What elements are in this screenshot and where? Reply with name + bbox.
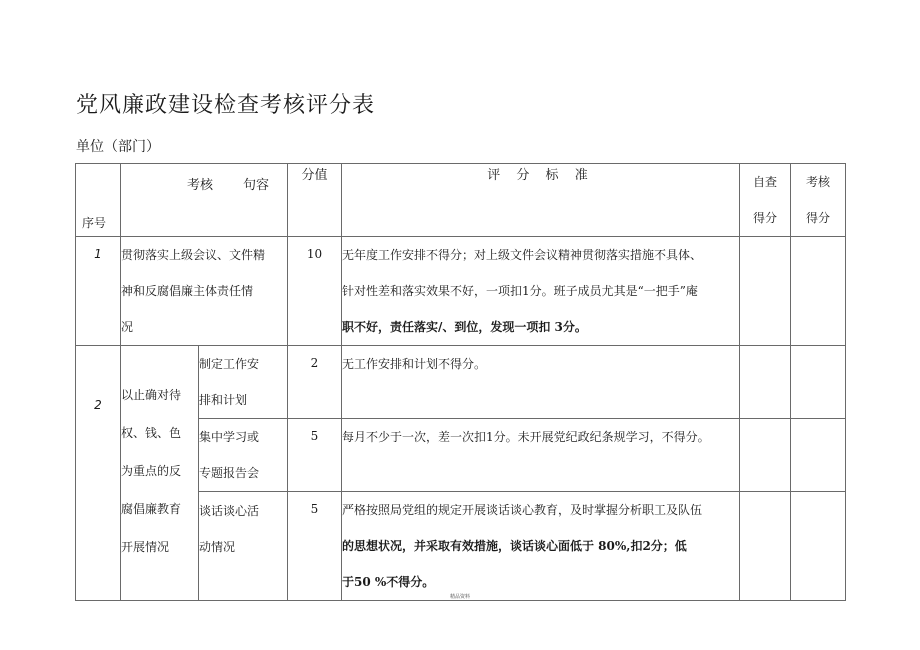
header-item-cell [121, 164, 288, 237]
row2-sub3-self-score[interactable] [740, 492, 791, 601]
row2-sub1-name [199, 346, 288, 419]
row2-sub1-self-score[interactable] [740, 346, 791, 419]
header-seq: 序号 [82, 216, 107, 230]
row1-standard-line: 针对性差和落实效果不好，一项扣1分。班子成员尤其是“一把手”庵 [342, 284, 698, 298]
header-item-b: 句容 [243, 178, 270, 193]
row1-content [121, 237, 288, 346]
row2-sub3-name-line: 动情况 [199, 540, 236, 554]
row2-group-line: 开展情况 [121, 540, 170, 554]
row2-sub2-standard [342, 419, 740, 492]
row1-check-score[interactable] [791, 237, 846, 346]
row2-group-line: 为重点的反 [121, 464, 182, 478]
header-check-score [791, 164, 846, 237]
row2-sub2-check-score[interactable] [791, 419, 846, 492]
row2-seq: 2 [76, 346, 121, 601]
header-check-1: 考核 [805, 175, 830, 189]
row2-sub1-name-line: 排和计划 [199, 393, 248, 407]
header-seq-cell [76, 164, 121, 237]
row2-sub3-standard [342, 492, 740, 601]
row1-content-line: 神和反腐倡廉主体责任情 [121, 284, 254, 298]
row2-sub2-name [199, 419, 288, 492]
row2-sub3-name-line: 谈话谈心活 [199, 504, 260, 518]
row1-score: 10 [288, 237, 342, 346]
header-standard: 评 分 标 准 [342, 164, 740, 237]
row2-group-line: 权、钱、色 [121, 426, 182, 440]
row2-sub1-standard [342, 346, 740, 419]
row2-sub2-standard-line: 每月不少于一次，差一次扣1分。未开展党纪政纪条规学习，不得分。 [342, 430, 710, 444]
table-row [76, 346, 846, 419]
header-self-2: 得分 [752, 211, 777, 225]
row1-standard-line: 无年度工作安排不得分；对上级文件会议精神贯彻落实措施不具体、 [342, 248, 703, 262]
footer-text: 精品资料 [450, 594, 471, 600]
row2-sub1-score: 2 [288, 346, 342, 419]
row1-content-line: 况 [121, 320, 134, 334]
row2-group-line: 以止确对待 [121, 388, 182, 402]
header-score: 分值 [288, 164, 342, 237]
row2-group [121, 346, 199, 601]
row2-sub1-standard-line: 无工作安排和计划不得分。 [342, 357, 487, 371]
row2-group-line: 腐倡廉教育 [121, 502, 182, 516]
row2-sub3-score: 5 [288, 492, 342, 601]
row2-sub3-standard-line: 于50 %不得分。 [342, 575, 435, 589]
row2-sub1-check-score[interactable] [791, 346, 846, 419]
row1-standard [342, 237, 740, 346]
row2-sub2-self-score[interactable] [740, 419, 791, 492]
header-check-2: 得分 [805, 211, 830, 225]
page-title: 党风廉政建设检查考核评分表 [76, 93, 376, 118]
row2-sub2-score: 5 [288, 419, 342, 492]
row1-standard-line: 职不好，责任落实/、到位，发现一项扣 3分。 [342, 320, 587, 334]
row2-sub1-name-line: 制定工作安 [199, 357, 260, 371]
row1-content-line: 贯彻落实上级会议、文件精 [121, 248, 266, 262]
header-self-score [740, 164, 791, 237]
header-self-1: 自查 [752, 175, 777, 189]
header-row [76, 164, 846, 237]
table-row [76, 237, 846, 346]
row1-self-score[interactable] [740, 237, 791, 346]
row1-seq: 1 [76, 237, 121, 346]
row2-sub3-name [199, 492, 288, 601]
row2-sub2-name-line: 集中学习或 [199, 430, 260, 444]
header-item-a: 考核 [187, 178, 214, 193]
score-table [75, 163, 846, 601]
row2-sub2-name-line: 专题报告会 [199, 466, 260, 480]
row2-sub3-check-score[interactable] [791, 492, 846, 601]
unit-label: 单位（部门） [76, 139, 160, 155]
row2-sub3-standard-line: 严格按照局党组的规定开展谈话谈心教育，及时掌握分析职工及队伍 [342, 503, 703, 517]
row2-sub3-standard-line: 的思想状况，并采取有效措施，谈话谈心面低于 80%,扣2分；低 [342, 539, 687, 553]
